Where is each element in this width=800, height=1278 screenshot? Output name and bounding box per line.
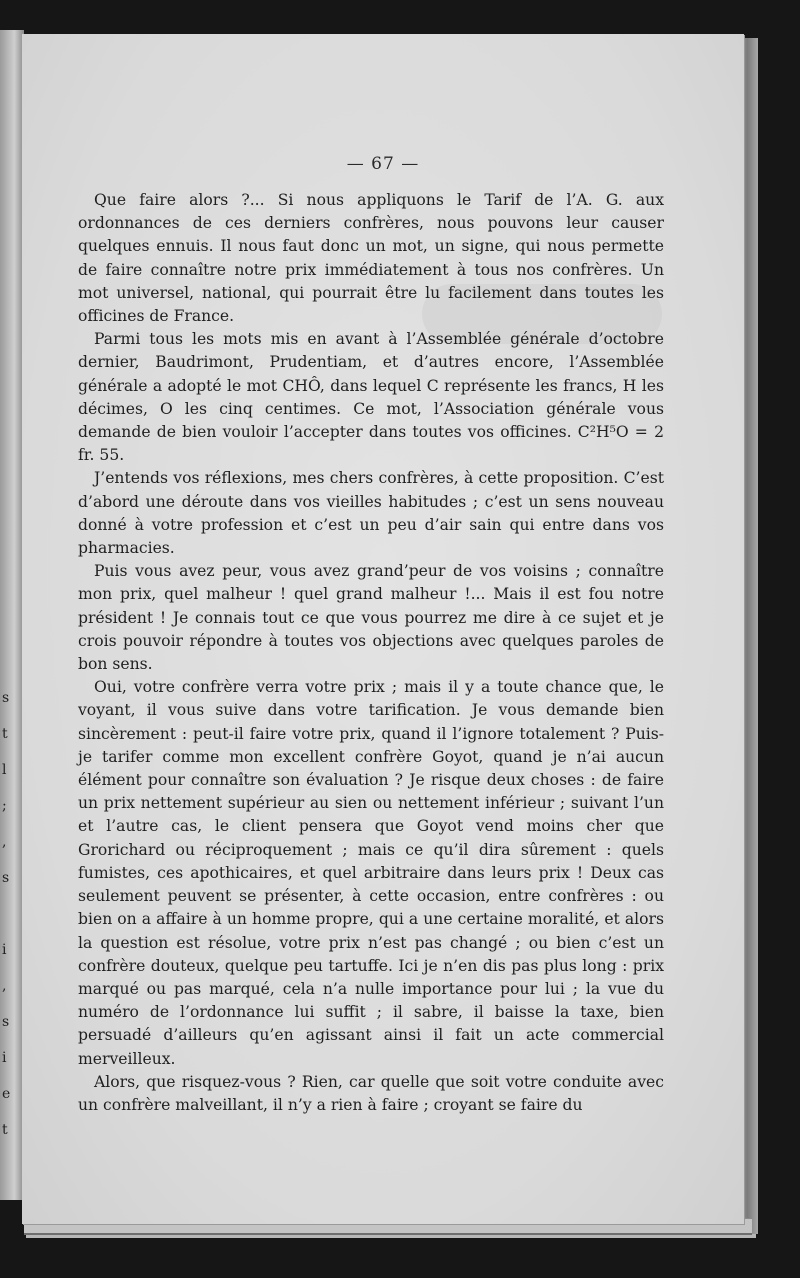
page-number: — 67 —: [346, 154, 420, 174]
paragraph-3: J’entends vos réflexions, mes chers confrères, à cette proposition. C’est d’abord une déroute dans vos vieilles habitudes ; c’est un sens nouveau donné à votre profession et c’est un peu d’air sain qui entre dans vos pharmacies.: [78, 469, 664, 558]
paragraph-4: Puis vous avez peur, vous avez grand’peur de vos voisins ; connaître mon prix, quel malheur ! quel grand malheur !... Mais il est fou notre président ! Je connais tout ce que vous pourrez me dire à ce sujet et je crois pouvoir répondre à toutes vos objections avec quelques paroles de bon sens.: [78, 562, 664, 674]
paragraph-5: Oui, votre confrère verra votre prix ; mais il y a toute chance que, le voyant, il vous suive dans votre tarification. Je vous demande bien sincèrement : peut-il faire votre prix, quand il l’ignore totalement ? Puis-je tarifer comme mon excellent confrère Goyot, quand je n’ai aucun élément pour connaître son évaluation ? Je risque deux choses : de faire un prix nettement supérieur au sien ou nettement inférieur ; suivant l’un et l’autre cas, le client pensera que Goyot vend moins cher que Grorichard ou réciproquement ; mais ce qu’il dira sûrement : quels fumistes, ces apothicaires, et quel arbitraire dans leurs prix ! Deux cas seulement peuvent se présenter, à cette occasion, entre confrères : ou bien on a affaire à un homme propre, qui a une certaine moralité, et alors la question est résolue, votre prix n’est pas changé ; ou bien c’est un confrère douteux, quelque peu tartuffe. Ici je n’en dis pas plus long : prix marqué ou pas marqué, cela n’a nulle importance pour lui ; la vue du numéro de l’ordonnance lui suffit ; il sabre, il baisse la taxe, bien persuadé d’ailleurs qu’en agissant ainsi il fait un acte commercial merveilleux.: [78, 678, 664, 1068]
paragraph-6: Alors, que risquez-vous ? Rien, car quelle que soit votre conduite avec un confrère malveillant, il n’y a rien à faire ; croyant se faire du: [78, 1072, 664, 1114]
paragraph-2: Parmi tous les mots mis en avant à l’Assemblée générale d’octobre dernier, Baudrimont, Prudentiam, et d’autres encore, l’Assemblée générale a adopté le mot CHÔ, dans lequel C représente les francs, H les décimes, O les cinq centimes. Ce mot, l’Association générale vous demande de bien vouloir l’accepter dans toutes vos officines. C²H⁵O = 2 fr. 55.: [78, 330, 664, 465]
paragraph-1: Que faire alors ?... Si nous appliquons le Tarif de l’A. G. aux ordonnances de ces derniers confrères, nous pouvons leur causer quelques ennuis. Il nous faut donc un mot, un signe, qui nous permette de faire connaître notre prix immédiatement à tous nos confrères. Un mot universel, national, qui pourrait être lu facilement dans toutes les officines de France.: [78, 191, 664, 326]
page-body-text: [78, 189, 664, 1117]
previous-page-edge: [0, 30, 24, 1200]
previous-page-margin-marks: s t l ; , s i , s i e t: [2, 690, 11, 1138]
book-page: [22, 34, 744, 1224]
